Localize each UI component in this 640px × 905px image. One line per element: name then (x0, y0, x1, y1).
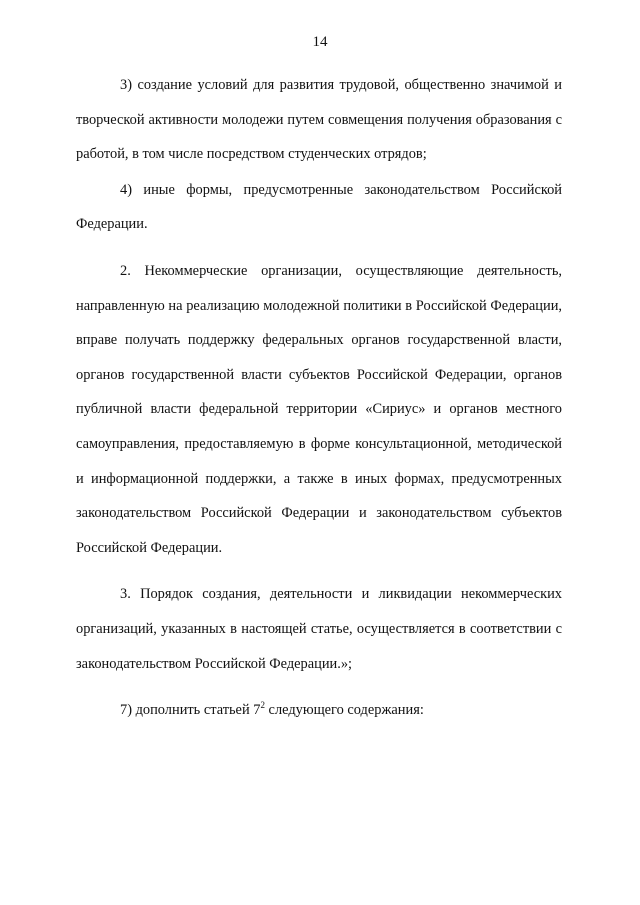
paragraph-item-3: 3) создание условий для развития трудовой, общественно значимой и творческой активности молодежи путем совмещения получения образования с работой, в том числе посредством студенческих отрядов; (76, 77, 562, 163)
amendment-text-suffix: следующего содержания: (264, 702, 424, 719)
amendment-text-prefix: 7) дополнить статьей 7 (120, 702, 261, 719)
paragraph-item-4: 4) иные формы, предусмотренные законодательством Российской Федерации. (76, 181, 562, 233)
paragraph-amendment-7 (76, 693, 562, 728)
paragraph-clause-3: 3. Порядок создания, деятельности и ликвидации некоммерческих организаций, указанных в настоящей статье, осуществляется в соответствии с законодательством Российской Федерации.»; (76, 586, 562, 672)
article-superscript: 2 (260, 700, 265, 711)
document-body (76, 68, 562, 728)
page-number: 14 (312, 34, 328, 50)
paragraph-clause-2: 2. Некоммерческие организации, осуществляющие деятельность, направленную на реализацию молодежной политики в Российской Федерации, вправе получать поддержку федеральных органов государственной власти, органов государственной власти субъектов Российской Федерации, органов публичной власти федеральной территории «Сириус» и органов местного самоуправления, предоставляемую в форме консультационной, методической и информационной поддержки, а также в иных формах, предусмотренных законодательством Российской Федерации и законодательством субъектов Российской Федерации. (76, 262, 562, 556)
